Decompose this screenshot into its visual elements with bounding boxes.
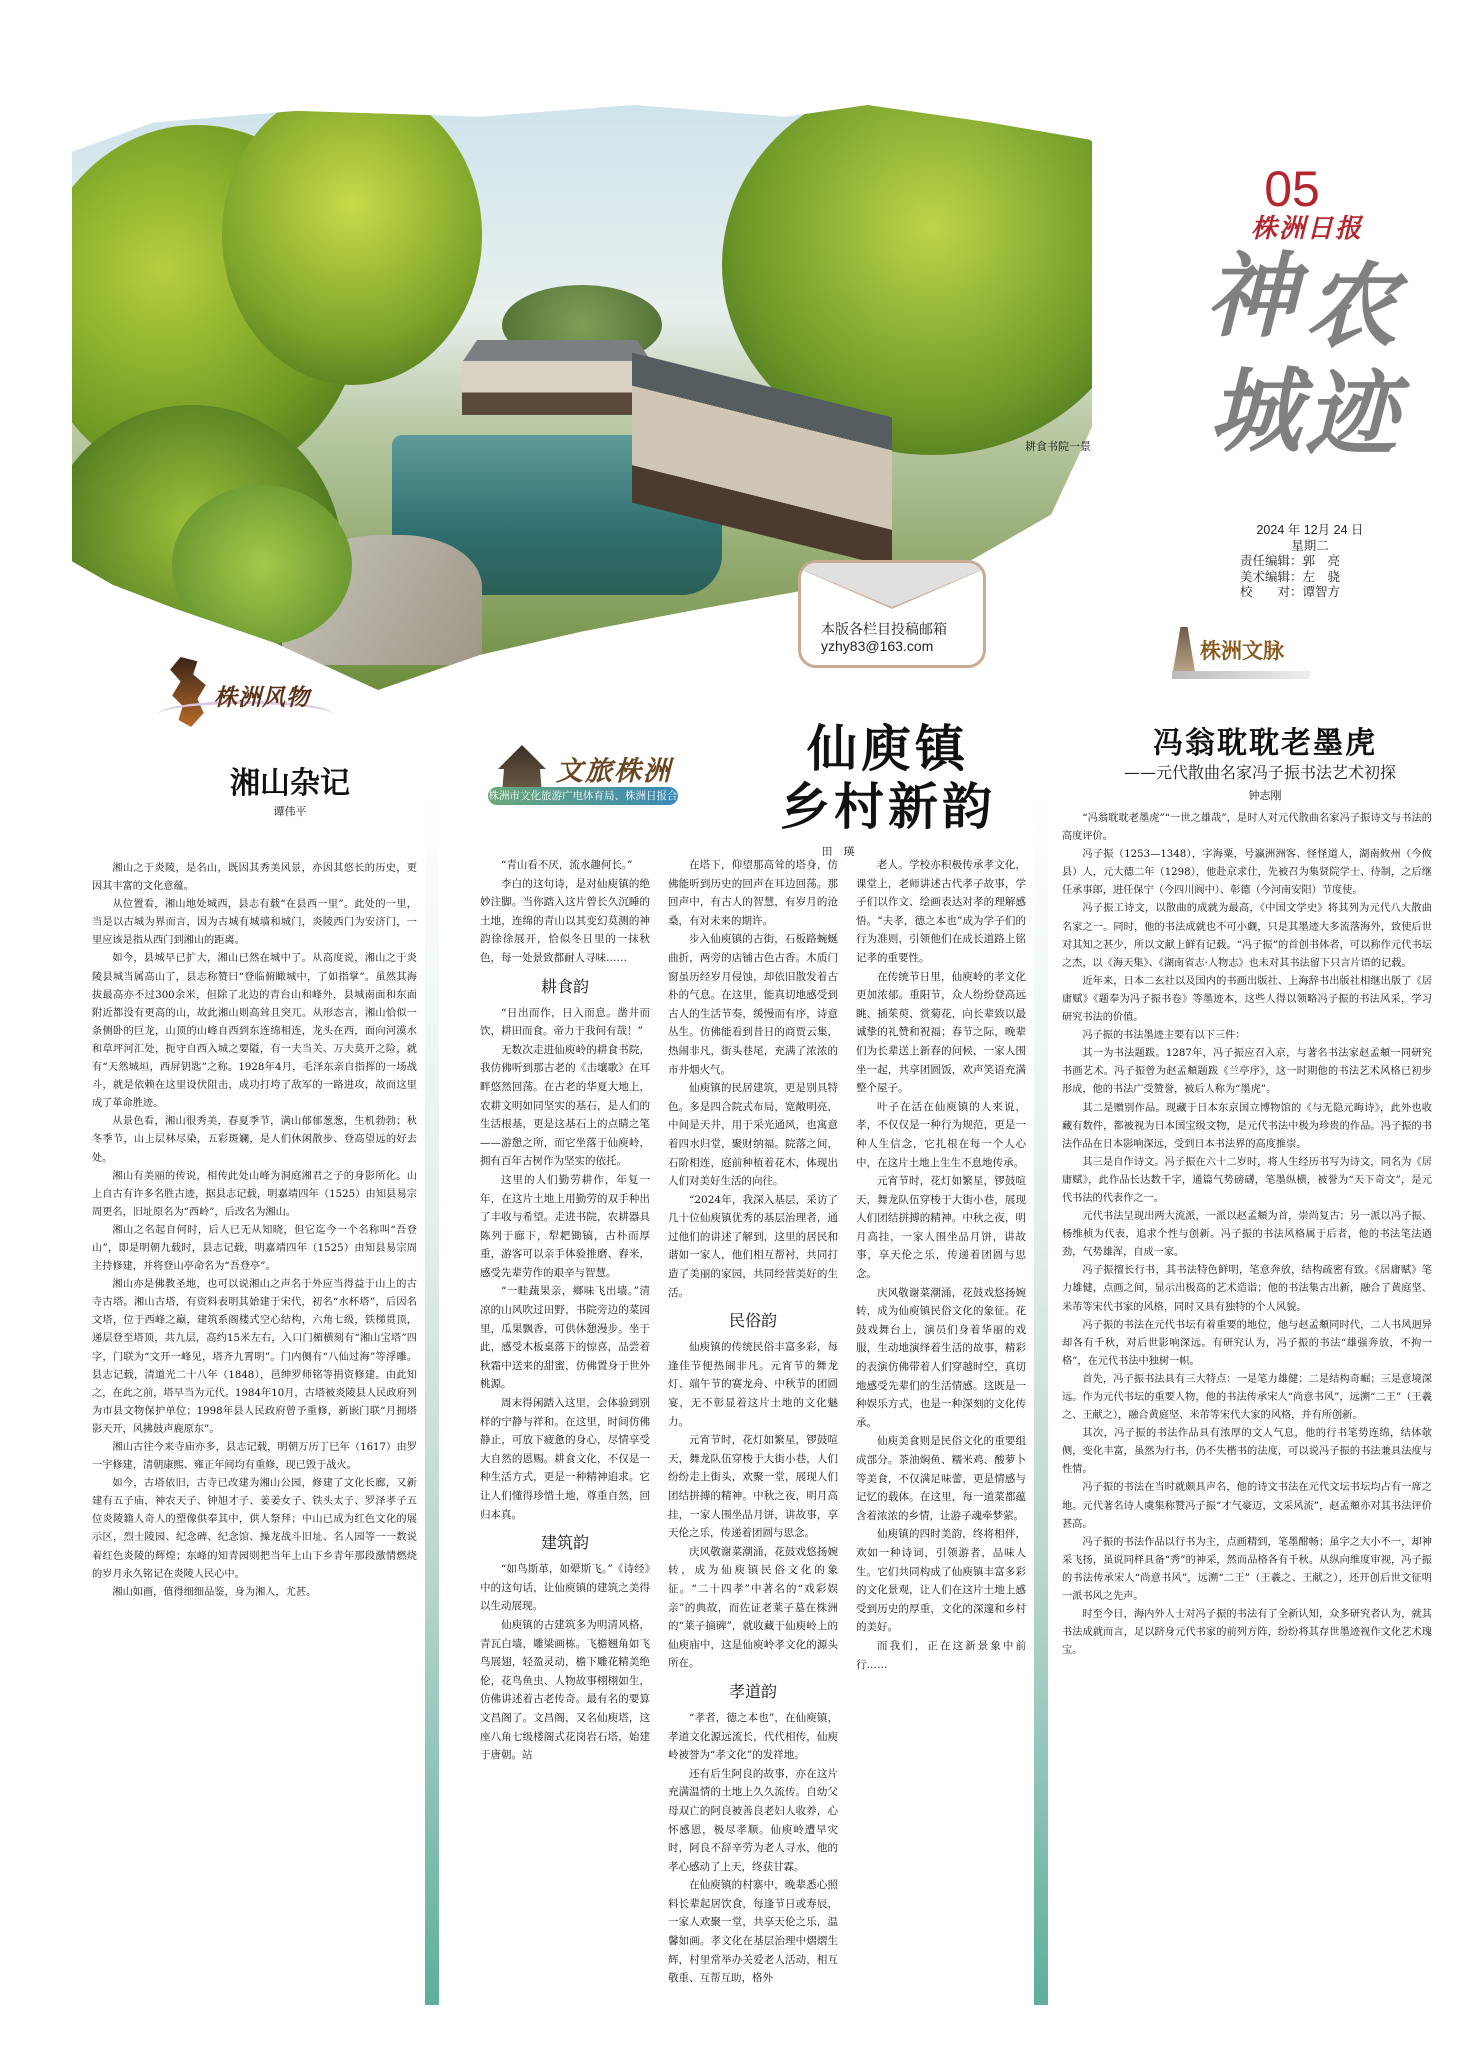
paragraph: 首先，冯子振书法具有三大特点：一是笔力雄健；二是结构奇崛；三是意境深远。作为元代书坛的重要人物，他的书法传承宋人“尚意书风”，远溯“二王”（王羲之、王献之），融合黄庭坚、米芾等宋代大家的风格，并有所创新。	[1062, 1373, 1432, 1422]
paragraph: 其次，冯子振的书法作品具有浓厚的文人气息，他的行书笔势连绵，结体欹侧，变化丰富，虽然为行书，仍不失楷书的法度，可以说冯子振的书法兼具法度与性情。	[1062, 1428, 1432, 1476]
section-subheading: 建筑韵	[540, 1533, 589, 1553]
column-title-char: 城	[1209, 357, 1302, 465]
paragraph: 如今，古塔依旧，古寺已改建为湘山公园，修建了文化长廊，又新建有五子庙，神农天子、钟旭才子、姜姜女子、铁头太子、罗泽孝子五位炎陵籍人奇人的塑像供奉其中，供人祭拜；中山已成为红色文化的展示区，烈士陵园、纪念碑、纪念馆、操龙战斗旧址、名人园等一一数说着红色炎陵的辉煌；东峰的知青园则把当年上山下乡青年那段激情燃烧的岁月永久铭记在炎陵人民心中。	[92, 1478, 417, 1580]
column-title-char: 迹	[1305, 360, 1398, 468]
paragraph: 这里的人们勤劳耕作，年复一年，在这片土地上用勤劳的双手种出了丰收与希望。走进书院，农耕器具陈列于廊下，犁耙锄镐，古朴而厚重，游客可以亲手体验推磨、舂米，感受先辈劳作的艰辛与智慧。	[480, 1173, 650, 1279]
paragraph: 仙庾镇的传统民俗丰富多彩，每逢佳节便热闹非凡。元宵节的舞龙灯、端午节的赛龙舟、中秋节的团圆宴，无不彰显着这片土地的文化魅力。	[668, 1341, 838, 1428]
paragraph: 如今，县城早已扩大，湘山已然在城中了。从高度说，湘山之于炎陵县城当属高山了，县志称赞曰“登临俯瞰城中，了如指掌”。虽然其海拔最高亦不过300余米，但除了北边的青台山和峰外，县城南面和东面附近都没有更高的山，故此湘山则高耸且突兀。从形态言，湘山恰似一条侧卧的巨龙，山顶的山峰自西到东连绵相连，龙头在西，面向河漠水和草坪河汇处，扼守自西入城之要隘，有一夫当关、万夫莫开之险，就有“天然城垣，西屏钥匙”之称。1928年4月，毛泽东亲自指挥的一场战斗，就是依赖在这里设伏阻击，成功打垮了敌军的一路进攻，故而这里成了革命胜迹。	[92, 953, 417, 1110]
issue-meta	[1240, 523, 1380, 601]
middle-article-column-2	[668, 856, 838, 2006]
paragraph: 周末得闲踏入这里，会体验到别样的宁静与祥和。在这里，时间仿佛静止，可放下疲惫的身心，尽情享受大自然的恩赐。耕食文化，不仅是一种生活方式，更是一种精神追求。它让人们懂得珍惜土地，尊重自然，回归本真。	[480, 1397, 650, 1521]
paragraph: 湘山之于炎陵，是名山，既因其秀美风景，亦因其悠长的历史，更因其丰富的文化意蕴。	[92, 863, 417, 893]
photo-caption: 耕食书院一景	[1025, 440, 1091, 453]
paragraph: 从位置看，湘山地处城西，县志有载“在县西一里”。此处的一里，当是以古城为界而言，因为古城有城墙和城门，炎陵西门为安济门，一里应该是指从西门到湘山的距离。	[92, 899, 417, 947]
paragraph: 冯子振工诗文，以散曲的成就为最高，《中国文学史》将其列为元代八大散曲名家之一。同时，他的书法成就也不可小觑，只是其墨迹大多流落海外，致使后世对其知之甚少，所以文献上鲜有记载。“冯子振”的首创书体者，可以称作元代书坛之杰，以《海天集》、《湖南省志·人物志》也未对其书法留下只言片语的记载。	[1062, 903, 1432, 969]
paragraph: 仙庾美食则是民俗文化的重要组成部分。茶油焖鱼、糯米鸡、酸萝卜等美食，不仅满足味蕾，更是情感与记忆的载体。在这里，每一道菜都蕴含着浓浓的乡情，让游子魂牵梦萦。	[856, 1435, 1026, 1522]
column-title-char: 农	[1305, 252, 1398, 360]
paragraph: 湘山之名起自何时，后人已无从知晓，但它迄今一个名称叫“吾登山”，即是明朝九载时，县志记载，明嘉靖四年（1525）由知县易宗周主持修建，并将登山亭命名为“吾登亭”。	[92, 1224, 417, 1273]
paragraph: 老人。学校亦积极传承孝文化，课堂上，老师讲述古代孝子故事，学子们以作文、绘画表达对孝的理解感悟。“夫孝，德之本也”成为学子们的行为准则，引领他们在成长道路上铭记孝的重要性。	[856, 859, 1026, 964]
right-article-title: 冯翁耽耽老墨虎	[1153, 726, 1377, 761]
title-line: 仙庾镇	[807, 720, 969, 778]
paragraph: 冯子振的书法作品以行书为主，点画精到，笔墨酣畅；虽字之大小不一，却神采飞扬，虽说同样具备“秀”的神采，然而品格各有千秋。从纵向维度审视，冯子振的书法传承宋人“尚意书风”，远溯“二王”（王羲之、王献之），还开创后世文征明一派书风之先声。	[1062, 1536, 1432, 1603]
column-title-char: 神	[1205, 242, 1298, 350]
paragraph: 湘山古往今来寺庙亦多，县志记载，明朝万历丁巳年（1617）由罗一宇修建，清朝康熙、雍正年间均有重修，现已毁于战火。	[92, 1442, 417, 1472]
column-title-calligraphy	[1205, 242, 1405, 480]
paragraph: 李白的这句诗，是对仙庾镇的绝妙注脚。当你踏入这片曾长久沉睡的土地，连绵的青山以其变幻莫测的神韵徐徐展开，恰似冬日里的一抹秋色，每一处景致都耐人寻味……	[480, 877, 650, 964]
section-logo-zhuzhou-wenmai	[1172, 623, 1310, 681]
paragraph: “冯翁耽耽老墨虎”“一世之雄哉”，是时人对元代散曲名家冯子振诗文与书法的高度评价。	[1062, 813, 1432, 843]
submission-email[interactable]: yzhy83@163.com	[821, 638, 934, 654]
section-logo-wenlv-zhuzhou	[482, 735, 682, 820]
submission-label: 本版各栏目投稿邮箱	[821, 621, 947, 637]
editor-credit: 责任编辑：郭 亮	[1240, 554, 1341, 568]
middle-article-title	[748, 720, 1028, 836]
paragraph: “孝者，德之本也”，在仙庾镇，孝道文化源远流长，代代相传，仙庾岭被誉为“孝文化”的发祥地。	[668, 1711, 838, 1762]
paragraph: 湘山亦是佛教圣地，也可以说湘山之声名于外应当得益于山上的古寺古塔。湘山古塔，有资料表明其始建于宋代，初名“水杯塔”，后因名文塔，位于西峰之巅，建筑系阁楼式空心结构，六角七级，铁梯贯顶，递层登至塔顶，共九层，高约15米左右，入口门楣横刻有“湘山宝塔”四字，门联为“文开一峰见，塔齐九霄明”。门内侧有“八仙过海”等浮雕。县志记载，清道光二十八年（1848），邑绅罗师铭等捐资修建。由此知之，在此之前，塔早当为元代。1984年10月，古塔被炎陵县人民政府列为市县文物保护单位；1998年县人民政府曾予重修，新嵌门联“月拥塔影天开，风拂鼓声鹿原东”。	[92, 1279, 417, 1435]
section-logo-zhuzhou-fengwu	[158, 655, 333, 735]
paragraph: 庆风敬谢菜潮涌，花鼓戏悠扬婉转，成为仙庾镇民俗文化的象征。“二十四孝”中著名的“戏彩娱亲”的典故，而佐证老莱子墓在株洲的“莱子摘碑”，就收藏于仙庾岭上的仙庾庙中，这是仙庾岭孝文化的源头所在。	[668, 1545, 838, 1670]
paragraph: 湘山如画，值得细细品鉴，身为湘人，尤甚。	[112, 1586, 317, 1598]
right-article-author: 钟志刚	[1248, 790, 1282, 802]
left-article-title: 湘山杂记	[230, 766, 350, 801]
paragraph: 庆风敬谢菜潮涌，花鼓戏悠扬婉转，成为仙庾镇民俗文化的象征。花鼓戏舞台上，演员们身着华丽的戏服，生动地演绎着生活的故事，精彩的表演仿佛带着人们穿越时空，真切地感受先辈们的生活情感。这既是一种娱乐方式，也是一种深刻的文化传承。	[856, 1286, 1026, 1429]
section-logo-text: 株洲文脉	[1200, 639, 1284, 663]
middle-article-column-3	[856, 856, 1026, 2006]
section-subheading: 耕食韵	[540, 976, 589, 996]
paragraph: “青山看不厌，流水趣何长。”	[501, 859, 633, 871]
paragraph: “一畦蔬果亲，鄉味飞出墙。”清凉的山风吹过田野，书院旁边的菜园里，瓜果飘香，可供休憩漫步。坐于此，感受木板桌落下的惊喜，品尝着秋霜中送来的甜蜜，仿佛置身于世外桃源。	[480, 1285, 650, 1391]
section-logo-text: 文旅株洲	[556, 756, 672, 787]
issue-weekday: 星期二	[1291, 538, 1329, 553]
paragraph: 无数次走进仙庾岭的耕食书院，我仿佛听到那古老的《击壤歌》在耳畔悠然回荡。在古老的华夏大地上，农耕文明如同坚实的基石，是人们的生活根基，更是这基石上的点睛之笔——游憩之所，而它坐落于仙庾岭，拥有百年古树作为坚实的依托。	[480, 1043, 650, 1168]
right-article-subtitle: ——元代散曲名家冯子振书法艺术初探	[1123, 763, 1396, 782]
middle-article-author: 田 瑛	[821, 846, 859, 858]
paragraph: 其三是自作诗文。冯子振在六十二岁时，将人生经历书写为诗文，同名为《居庸赋》，此作品长达数千字，通篇气势磅礴，笔墨纵横，被誉为“天下奇文”，是元代书法的代表作之一。	[1062, 1156, 1432, 1204]
middle-article-column-1	[480, 856, 650, 2006]
paragraph: 其一为书法题跋。1287年，冯子振应召入京，与著名书法家赵孟頫一同研究书画艺术。冯子振曾为赵孟頫题跋《兰亭序》，这一时期他的书法艺术风格已初步形成，他的书法广受赞誉，被后人称为“墨虎”。	[1062, 1048, 1432, 1096]
paragraph: 在传统节日里，仙庾岭的孝文化更加浓郁。重阳节，众人纷纷登高远眺、插茱萸、赏菊花，向长辈致以最诚挚的礼赞和祝福；春节之际，晚辈们为长辈送上新春的问候，一家人围坐一起，共享团圆饭，欢声笑语充满整个屋子。	[856, 970, 1026, 1095]
right-article-body	[1062, 810, 1432, 2000]
paragraph: 湘山有美丽的传说，相传此处山峰为洞庭湘君之子的身影所化。山上自古有许多名胜古迹，据县志记载，明嘉靖四年（1525）由知县易宗周更名，旧址原名为“西岭”，后改名为湘山。	[92, 1170, 417, 1218]
paragraph: 仙庾镇的民居建筑，更是别具特色。多是四合院式布局，宽敞明亮，中间是天井，用于采光通风，也寓意着四水归堂，聚财纳福。院落之间，石阶相连，庭前种植着花木，体现出人们对美好生活的向往。	[668, 1082, 838, 1188]
page-number: 05	[1264, 161, 1320, 217]
paragraph: 冯子振擅长行书，其书法特色鲜明，笔意奔放，结构疏密有致。《居庸赋》笔力雄健，点画之间，显示出极高的艺术造诣；他的书法集古出新，融合了黄庭坚、米芾等宋代书家的风格，同时又具有独特的个人风貌。	[1062, 1265, 1432, 1313]
paragraph: 近年来，日本二玄社以及国内的书画出版社、上海辞书出版社相继出版了《居庸赋》《题奉为冯子振书卷》等墨迹本，这些人得以领略冯子振的书法风采，学习研究书法的价值。	[1062, 975, 1432, 1024]
paragraph: “如鸟斯革，如翚斯飞。”《诗经》中的这句话，让仙庾镇的建筑之美得以生动展现。	[480, 1563, 650, 1613]
paragraph: 冯子振的书法在元代书坛有着重要的地位，他与赵孟頫同时代，二人书风迥异却各有千秋，对后世影响深远。有研究认为，冯子振的书法“雄强奔放，不拘一格”，在元代书法中独树一帜。	[1062, 1319, 1432, 1367]
column-divider-strip	[1034, 790, 1048, 2005]
left-article-author: 谭伟平	[273, 806, 307, 818]
paragraph: 冯子振的书法墨迹主要有以下三件：	[1082, 1030, 1246, 1042]
paragraph: 在塔下，仰望那高耸的塔身，仿佛能听到历史的回声在耳边回荡。那回声中，有古人的智慧，有岁月的沧桑，有对未来的期许。	[668, 859, 838, 927]
paragraph: 冯子振（1253—1348），字海粟，号瀛洲洲客、怪怪道人，湖南攸州（今攸县）人，元大德二年（1298），他赴京求仕，先被召为集贤院学士、待制，之后继任承事郎，进任保宁（今四川阆中）、彰德（今河南安阳）节度使。	[1062, 849, 1432, 897]
newspaper-name-logo: 株洲日报	[1250, 214, 1363, 244]
proofreader-credit: 校 对：谭智方	[1240, 585, 1341, 599]
issue-date: 2024 年 12月 24 日	[1256, 523, 1364, 537]
paragraph: 而我们，正在这新景象中前行……	[856, 1639, 1026, 1671]
paragraph: 仙庾镇的四时美韵，终将相伴，欢如一种诗词，引领游者，品味人生。它们共同构成了仙庾镇丰富多彩的文化景观，让人们在这片土地上感受到历史的厚重，文化的深邃和乡村的美好。	[856, 1528, 1026, 1634]
paragraph: 从景色看，湘山很秀美，春夏季节，满山郁郁葱葱，生机勃勃；秋冬季节，山上层林尽染，五彩斑斓，是人们休闲散步、登高望远的好去处。	[92, 1116, 417, 1164]
paragraph: “日出而作，日入而息。凿井而饮，耕田而食。帝力于我何有哉！”	[480, 1006, 650, 1038]
statue-icon	[1172, 627, 1196, 677]
paragraph: “2024年，我深入基层，采访了几十位仙庾镇优秀的基层治理者，通过他们的讲述了解到，这里的居民和谐如一家人，他们相互帮衬，共同打造了美丽的家园，共同经营美好的生活。	[668, 1193, 838, 1299]
section-co-organizer-banner: 株洲市文化旅游广电体育局、株洲日报合办	[488, 787, 678, 805]
art-editor-credit: 美术编辑：左 骁	[1240, 569, 1341, 584]
section-subheading: 孝道韵	[728, 1681, 777, 1701]
paragraph: 还有后生阿良的故事，亦在这片充满温情的土地上久久流传。自幼父母双亡的阿良被善良老妇人收养，心怀感恩，极尽孝顺。仙庾岭遭旱灾时，阿良不辞辛劳为老人寻水，他的孝心感动了上天，终获甘霖。	[668, 1767, 838, 1873]
title-line: 乡村新韵	[780, 778, 996, 836]
submission-mailbox	[798, 560, 986, 668]
paragraph: 元宵节时，花灯如繁星，锣鼓喧天，舞龙队伍穿梭于大街小巷，人们纷纷走上街头，欢聚一堂，展现人们团结拼搏的精神。中秋之夜，明月高挂，一家人围坐品月饼，讲故事，享天伦之乐，传递着团圆与思念。	[668, 1434, 838, 1540]
paragraph: 时至今日，海内外人士对冯子振的书法有了全新认知，众多研究者认为，就其书法成就而言，足以跻身元代书家的前列方阵，纷纷将其存世墨迹视作文化艺术瑰宝。	[1062, 1609, 1432, 1657]
left-article-body	[92, 860, 417, 2000]
paragraph: 仙庾镇的古建筑多为明清风格，青瓦白墙，雕梁画栋。飞檐翘角如飞鸟展翅，轻盈灵动，檐下雕花精美绝伦，花鸟鱼虫、人物故事栩栩如生，仿佛讲述着古老传奇。最有名的要算文昌阁了。文昌阁，又名仙庾塔，这座八角七级楼阁式花岗岩石塔，始建于唐朝。站	[480, 1618, 650, 1762]
paragraph: 叶子在活在仙庾镇的人来说，孝，不仅仅是一种行为规范，更是一种人生信念，它扎根在每一个人心中，在这片土地上生生不息地传承。	[856, 1100, 1026, 1169]
section-subheading: 民俗韵	[728, 1311, 777, 1331]
paragraph: 步入仙庾镇的古街，石板路蜿蜒曲折，两旁的店铺古色古香。木质门窗虽历经岁月侵蚀，却依旧散发着古朴的气息。在这里，能真切地感受到古人的生活节奏，缓慢而有序，诗意丛生。仿佛能看到昔日的商贾云集，热闹非凡，街头巷尾，充满了浓浓的市井烟火气。	[668, 933, 838, 1076]
paragraph: 冯子振的书法在当时就颇具声名，他的诗文书法在元代文坛书坛均占有一席之地。元代著名诗人虞集称赞冯子振“才气豪迈，文采风流”，赵孟頫亦对其书法评价甚高。	[1062, 1482, 1432, 1530]
paragraph: 其二是赠别作品。现藏于日本东京国立博物馆的《与无隐元晦诗》，此外也收藏有数件，都被视为日本国宝级文物，是元代书法中极为珍贵的作品。冯子振的书法作品在日本影响深远，受到日本书法界的高度推崇。	[1062, 1102, 1432, 1150]
paragraph: 元代书法呈现出两大流派，一派以赵孟頫为首，崇尚复古；另一派以冯子振、杨维桢为代表，追求个性与创新。冯子振的书法风格属于后者，他的书法笔法遒劲，气势雄浑，自成一家。	[1062, 1211, 1432, 1259]
column-divider-strip	[425, 790, 439, 2005]
paragraph: 元宵节时，花灯如繁星，锣鼓喧天，舞龙队伍穿梭于大街小巷，展现人们团结拼搏的精神。中秋之夜，明月高挂，一家人围坐品月饼，讲故事，享天伦之乐，传递着团圆与思念。	[856, 1175, 1026, 1281]
paragraph: 在仙庾镇的村寨中，晚辈悉心照料长辈起居饮食，每逢节日或寿辰，一家人欢聚一堂，共享天伦之乐，温馨如画。孝文化在基层治理中熠熠生辉，村里常举办关爱老人活动，相互敬重、互帮互助，格外	[668, 1879, 838, 1985]
section-logo-text: 株洲风物	[214, 685, 310, 711]
